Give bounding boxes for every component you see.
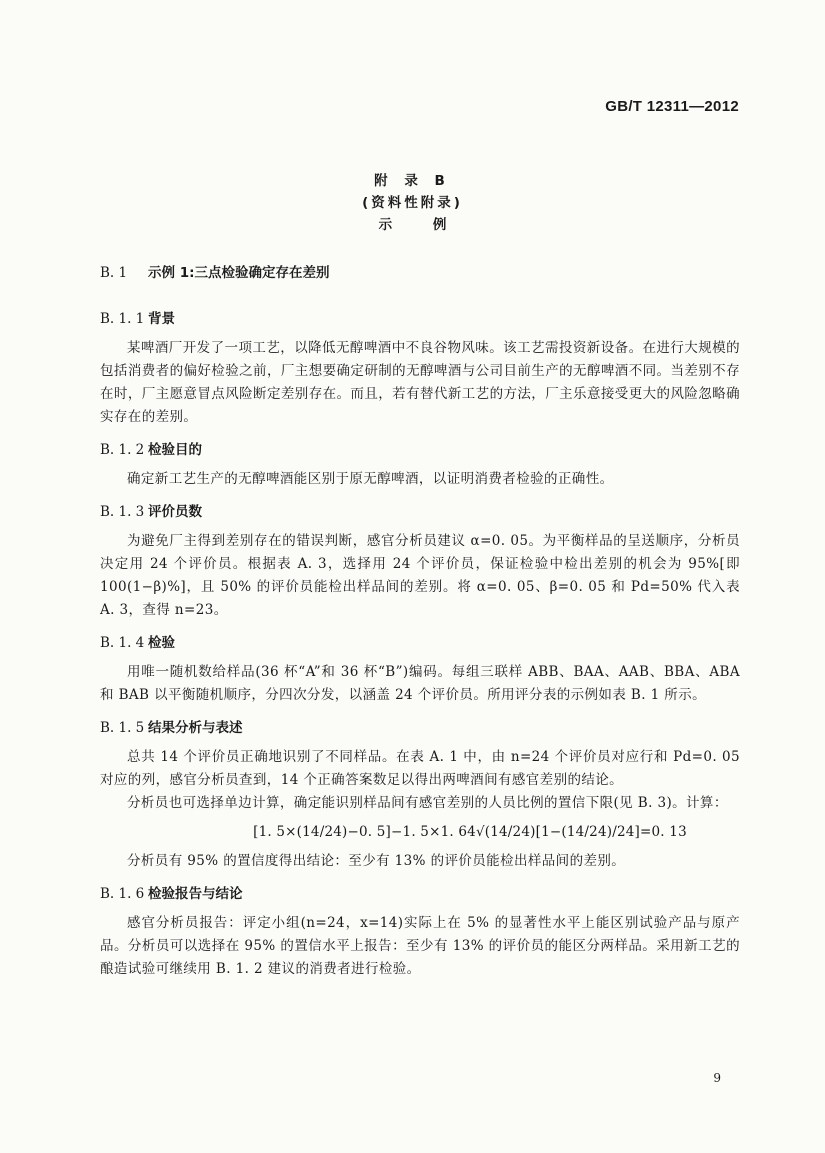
section-title: 评价员数 <box>148 504 202 520</box>
section-number: B. 1. 6 <box>100 886 145 902</box>
section-title: 示例 1:三点检验确定存在差别 <box>148 265 330 281</box>
section-title: 检验报告与结论 <box>148 886 243 902</box>
section-heading-b1-6 <box>100 885 740 903</box>
section-number: B. 1. 3 <box>100 504 145 520</box>
paragraph-objective: 确定新工艺生产的无醇啤酒能区别于原无醇啤酒，以证明消费者检验的正确性。 <box>127 471 614 487</box>
page-number: 9 <box>713 1071 721 1085</box>
appendix-title: 示 例 <box>378 217 465 233</box>
section-title: 检验目的 <box>148 442 202 458</box>
standard-code: GB/T 12311—2012 <box>605 98 739 115</box>
section-heading-b1 <box>100 264 740 282</box>
paragraph-assessors: 为避免厂主得到差别存在的错误判断，感官分析员建议 α=0. 05。为平衡样品的呈送顺序，分析员决定用 24 个评价员。根据表 A. 3，选择用 24 个评价员，保证检验中检出差别的机会为 95%[即 100(1−β)%]，且 50% 的评价员能检出样品间的差别。将 α=0. 05、β=0. 05 和 Pd=50% 代入表 A. 3，查得 n=23。 <box>100 533 740 618</box>
paragraph-results: 总共 14 个评价员正确地识别了不同样品。在表 A. 1 中，由 n=24 个评价员对应行和 Pd=0. 05 对应的列，感官分析员查到，14 个正确答案数足以得出两啤酒间有感官差别的结论。 <box>100 749 740 788</box>
section-title: 检验 <box>148 635 175 651</box>
paragraph-test: 用唯一随机数给样品(36 杯“A”和 36 杯“B”)编码。每组三联样 ABB、BAA、AAB、BBA、ABA 和 BAB 以平衡随机顺序，分四次分发，以涵盖 24 个评价员。所用评分表的示例如表 B. 1 所示。 <box>100 664 740 703</box>
section-number: B. 1. 2 <box>100 442 145 458</box>
section-number: B. 1. 4 <box>100 635 145 651</box>
section-title: 背景 <box>148 311 175 327</box>
paragraph-calculation: 分析员也可选择单边计算，确定能识别样品间有感官差别的人员比例的置信下限(见 B. 3)。计算： <box>127 795 728 811</box>
section-number: B. 1. 5 <box>100 720 145 736</box>
appendix-label: 附 录 B <box>374 173 451 189</box>
section-heading-b1-1 <box>100 310 740 328</box>
paragraph-background: 某啤酒厂开发了一项工艺，以降低无醇啤酒中不良谷物风味。该工艺需投资新设备。在进行大规模的包括消费者的偏好检验之前，厂主想要确定研制的无醇啤酒与公司目前生产的无醇啤酒不同。当差别不存在时，厂主愿意冒点风险断定差别存在。而且，若有替代新工艺的方法，厂主乐意接受更大的风险忽略确实存在的差别。 <box>100 340 740 425</box>
document-body <box>100 264 740 981</box>
section-heading-b1-2 <box>100 441 740 459</box>
section-heading-b1-4 <box>100 634 740 652</box>
paragraph-report: 感官分析员报告：评定小组(n=24，x=14)实际上在 5% 的显著性水平上能区别试验产品与原产品。分析员可以选择在 95% 的置信水平上报告：至少有 13% 的评价员的能区分两样品。采用新工艺的酿造试验可继续用 B. 1. 2 建议的消费者进行检验。 <box>100 915 740 977</box>
section-number: B. 1. 1 <box>100 311 145 327</box>
appendix-type: (资料性附录) <box>362 195 463 211</box>
section-heading-b1-5 <box>100 719 740 737</box>
formula: [1. 5×(14/24)−0. 5]−1. 5×1. 64√(14/24)[1−(14/24)/24]=0. 13 <box>253 824 687 840</box>
appendix-heading <box>0 170 825 236</box>
paragraph-conclusion: 分析员有 95% 的置信度得出结论：至少有 13% 的评价员能检出样品间的差别。 <box>127 853 626 869</box>
section-heading-b1-3 <box>100 503 740 521</box>
section-number: B. 1 <box>100 265 128 281</box>
section-title: 结果分析与表述 <box>148 720 243 736</box>
